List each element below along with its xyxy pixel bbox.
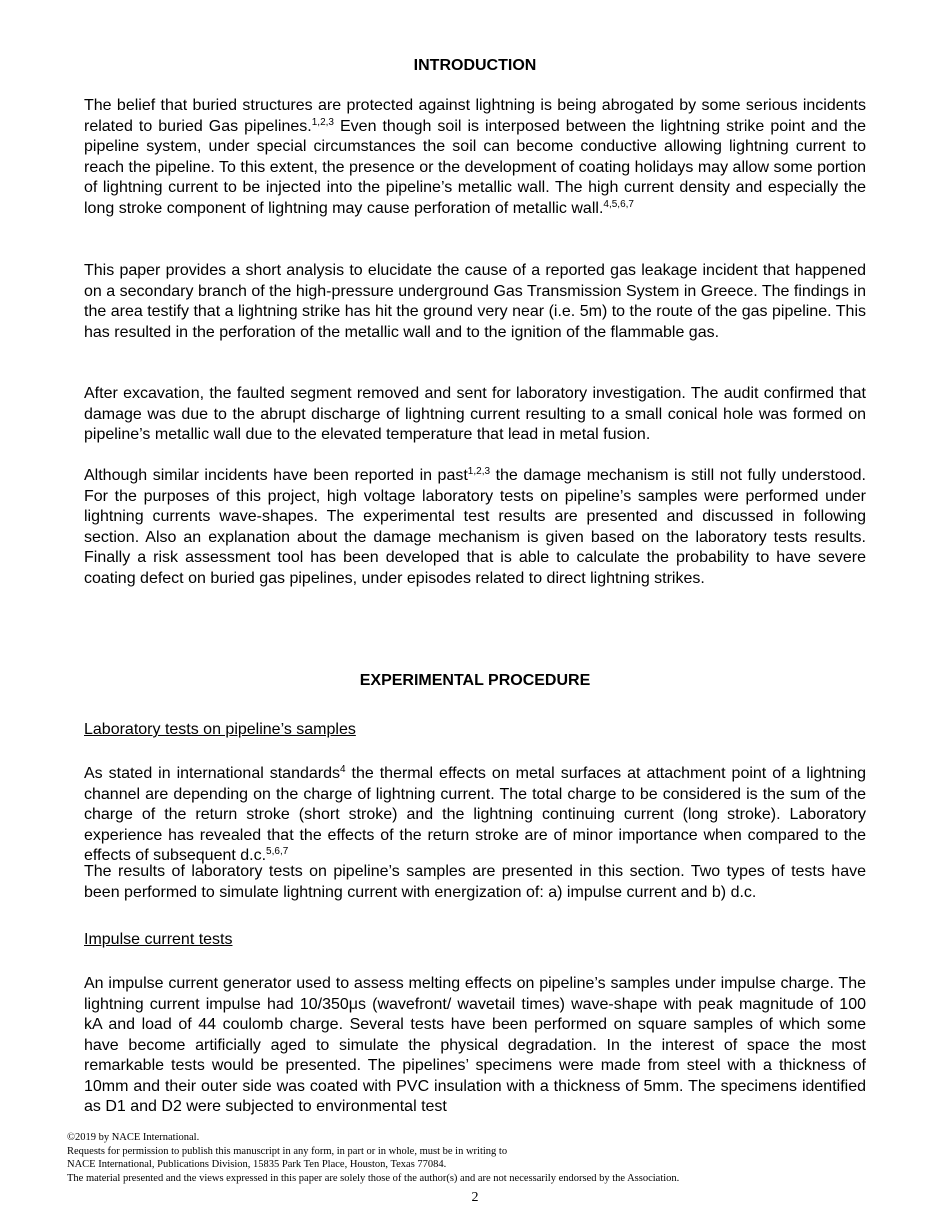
experimental-paragraph-1: As stated in international standards$^4$ the thermal effects on metal surfaces at attachment point of a lightning channel are depending on the charge of lightning current. The total charge to be considered is the sum of the charge of the return stroke (short stroke) and the lightning continuing current (long stroke). Laboratory experience has revealed that the effects of the return stroke are of minor importance when compared to the effects of subsequent d.c.$^{5,6,7}$	[84, 764, 866, 864]
introduction-paragraph-4: Although similar incidents have been reported in past$^{1,2,3}$ the damage mechanism is still not fully understood. For the purposes of this project, high voltage laboratory tests on pipeline’s samples were performed under lightning currents wave-shapes. The experimental test results are presented and discussed in following section. Also an explanation about the damage mechanism is given based on the laboratory tests results. Finally a risk assessment tool has been developed that is able to calculate the probability to have severe coating defect on buried gas pipelines, under episodes related to direct lightning strikes.	[84, 466, 866, 587]
footer-permission-line: Requests for permission to publish this manuscript in any form, in part or in whole, must be in writing to	[67, 1145, 508, 1157]
experimental-procedure-heading: EXPERIMENTAL PROCEDURE	[359, 672, 591, 689]
introduction-heading: INTRODUCTION	[413, 57, 537, 74]
copyright-footer	[67, 1131, 887, 1185]
laboratory-tests-subheading: Laboratory tests on pipeline’s samples	[84, 721, 356, 738]
page-number: 2	[471, 1190, 479, 1205]
introduction-paragraph-2: This paper provides a short analysis to elucidate the cause of a reported gas leakage incident that happened on a secondary branch of the high-pressure underground Gas Transmission System in Greece. The findings in the area testify that a lightning strike has hit the ground very near (i.e. 5m) to the route of the gas pipeline. This has resulted in the perforation of the metallic wall and to the ignition of the flammable gas.	[84, 262, 866, 341]
introduction-paragraph-3: After excavation, the faulted segment removed and sent for laboratory investigation. The audit confirmed that damage was due to the abrupt discharge of lightning current resulting to a small conical hole was formed on pipeline’s metallic wall due to the elevated temperature that lead in metal fusion.	[84, 385, 866, 443]
footer-disclaimer-line: The material presented and the views expressed in this paper are solely those of the author(s) and are not necessarily endorsed by the Association.	[67, 1172, 680, 1184]
experimental-paragraph-2: The results of laboratory tests on pipeline’s samples are presented in this section. Two types of tests have been performed to simulate lightning current with energization of: a) impulse current and b) d.c.	[84, 863, 866, 901]
footer-copyright-line: ©2019 by NACE International.	[67, 1132, 200, 1143]
experimental-paragraph-3: An impulse current generator used to assess melting effects on pipeline’s samples under impulse charge. The lightning current impulse had 10/350μs (wavefront/ wavetail times) wave-shape with peak magnitude of 100 kA and load of 44 coulomb charge. Several tests have been performed on square samples of which some have become artificially aged to simulate the physical degradation. In the interest of space the most remarkable tests would be presented. The pipelines’ specimens were made from steel with a thickness of 10mm and their outer side was coated with PVC insulation with a thickness of 5mm. The specimens identified as D1 and D2 were subjected to environmental test	[84, 975, 866, 1115]
impulse-current-tests-subheading: Impulse current tests	[84, 931, 233, 948]
introduction-paragraph-1: The belief that buried structures are protected against lightning is being abrogated by some serious incidents related to buried Gas pipelines.$^{1,2,3}$ Even though soil is interposed between the lightning strike point and the pipeline system, under special circumstances the soil can become conductive allowing lightning current to reach the pipeline. To this extent, the presence or the development of coating holidays may allow some portion of lightning current to be injected into the pipeline’s metallic wall. The high current density and especially the long stroke component of lightning may cause perforation of metallic wall.$^{4,5,6,7}$	[84, 97, 866, 217]
footer-address-line: NACE International, Publications Division, 15835 Park Ten Place, Houston, Texas 77084.	[67, 1159, 447, 1170]
